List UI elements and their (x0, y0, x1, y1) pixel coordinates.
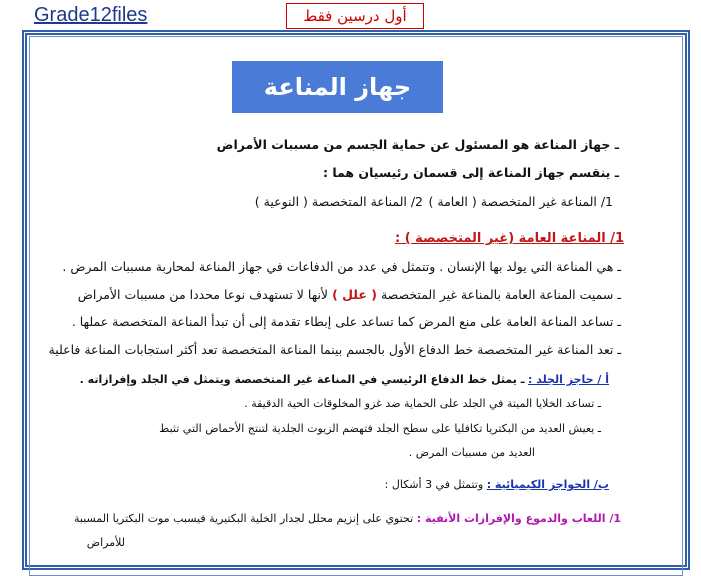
skin-barrier-text: ـ يمثل خط الدفاع الرئيسي في المناعة غير المتخصصة ويتمثل في الجلد وإفرازاته . (79, 373, 525, 386)
reason-tag: ( علل ) (332, 287, 377, 302)
skin-point-1: ـ تساعد الخلايا الميتة في الجلد على الحماية ضد غزو المخلوقات الحية الدقيقة . (244, 397, 601, 410)
lesson-note-badge: أول درسين فقط (286, 3, 424, 29)
paragraph-3: ـ تساعد المناعة العامة على منع المرض كما تساعد على إبطاء تقدمة إلى أن تبدأ المناعة المتخصصة عملها . (71, 314, 621, 329)
chemical-barriers-row (385, 478, 609, 491)
secretions-row (74, 512, 621, 525)
chemical-barriers-heading: ب/ الحواجز الكيميائية : (486, 478, 609, 491)
section-heading-general-immunity: 1/ المناعة العامة (غير المتخصصة ) : (394, 231, 624, 246)
page-inner-border (29, 36, 683, 576)
page-title: جهاز المناعة (232, 61, 443, 113)
paragraph-4: ـ تعد المناعة غير المتخصصة خط الدفاع الأول بالجسم بينما المناعة المتخصصة تعد أكثر استجابات المناعة فاعلية (48, 342, 621, 357)
skin-point-2-cont: العديد من مسببات المرض . (408, 446, 535, 459)
paragraph-2-start: ـ سميت المناعة العامة بالمناعة غير المتخصصة (380, 287, 621, 302)
skin-point-2: ـ يعيش العديد من البكتريا تكافليا على سطح الجلد فتهضم الزيوت الجلدية لتنتج الأحماض التي تثبط (159, 422, 601, 435)
secretions-text-cont: للأمراض (86, 536, 125, 549)
intro-line-2: ـ ينقسم جهاز المناعة إلى قسمان رئيسيان هما : (322, 165, 619, 180)
type-specific: 2/ المناعة المتخصصة ( النوعية ) (254, 194, 423, 209)
intro-line-1: ـ جهاز المناعة هو المسئول عن حماية الجسم من مسببات الأمراض (216, 137, 619, 152)
skin-barrier-row (80, 373, 609, 386)
paragraph-2 (78, 287, 621, 302)
paragraph-2-end: لأنها لا تستهدف نوعا محددا من مسببات الأمراض (77, 287, 329, 302)
chemical-barriers-text: وتتمثل في 3 أشكال : (384, 478, 484, 491)
site-brand[interactable]: Grade12files (34, 4, 148, 26)
secretions-heading: 1/ اللعاب والدموع والإفرازات الأنفية : (416, 512, 621, 525)
secretions-text: تحتوي على إنزيم محلل لجدار الخلية البكتيرية فيسبب موت البكتريا المسببة (73, 512, 414, 525)
type-non-specific: 1/ المناعة غير المتخصصة ( العامة ) (428, 194, 613, 209)
paragraph-1: ـ هي المناعة التي يولد بها الإنسان . وتتمثل في عدد من الدفاعات في جهاز المناعة لمحاربة مسببات المرض . (62, 259, 621, 274)
skin-barrier-heading: أ / حاجز الجلد : (527, 373, 609, 386)
